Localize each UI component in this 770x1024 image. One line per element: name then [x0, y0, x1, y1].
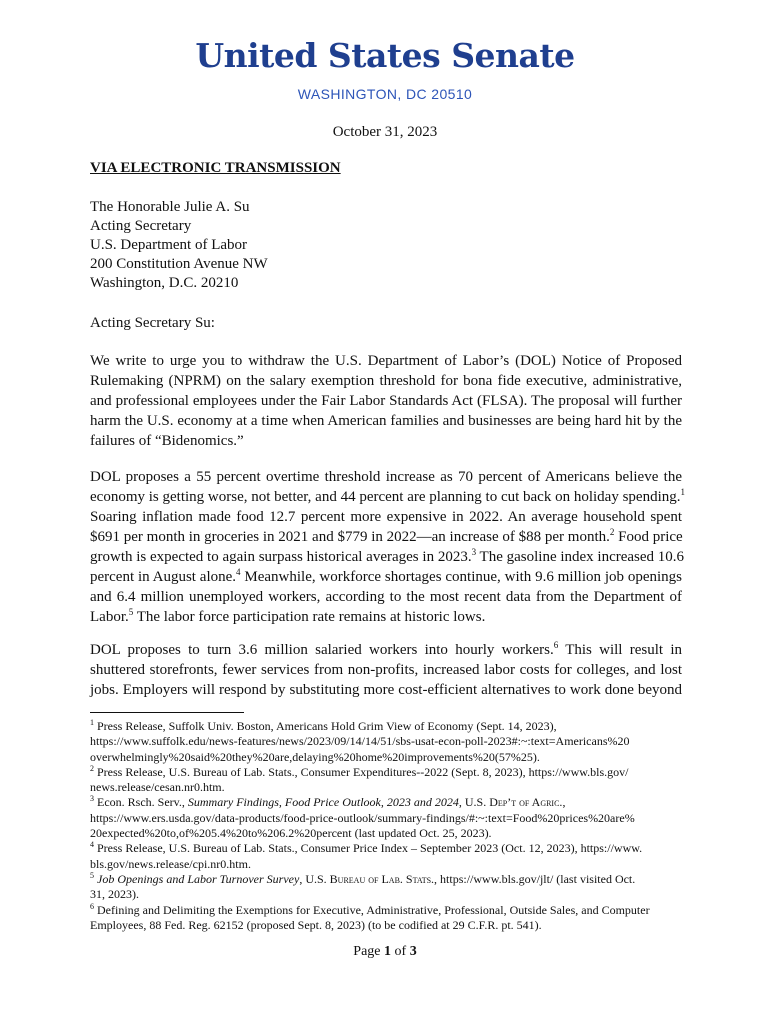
page-number: [0, 944, 770, 960]
letterhead-title: United States Senate: [195, 36, 575, 75]
paragraph-line: DOL proposes a 55 percent overtime threshold increase as 70 percent of Americans believe the: [90, 469, 682, 485]
paragraph-line: harm the U.S. economy at a time when American families and businesses are being hard hit by the: [90, 413, 682, 429]
footnote-text: Press Release, Suffolk Univ. Boston, Americans Hold Grim View of Economy (Sept. 14, 2023),: [94, 719, 557, 733]
footnote-text: Press Release, U.S. Bureau of Lab. Stats., Consumer Price Index – September 2023 (Oct. 12, 2023), https://www.: [94, 841, 643, 856]
footnote-link[interactable]: https://www.ers.usda.gov/data-products/food-price-outlook/summary-findings/#:~:text=Food%20prices%20are%: [90, 810, 635, 825]
footnote-ref-6[interactable]: 6: [553, 640, 559, 650]
line-text: The labor force participation rate remains at historic lows.: [133, 609, 486, 625]
footnote-6: [90, 903, 682, 918]
footnote-divider: [90, 712, 244, 713]
footnote-number: 6: [90, 901, 94, 911]
paragraph-line: and professional employees under the Fair Labor Standards Act (FLSA). The proposal will further: [90, 393, 682, 409]
line-text: percent in August alone.: [90, 569, 237, 585]
footnote-text: , U.S.: [458, 795, 490, 810]
footnote-link[interactable]: 20expected%20to,of%205.4%20to%206.2%20percent (last updated Oct. 25, 2023).: [90, 826, 492, 841]
footnotes: [90, 719, 682, 933]
addressee-block: [90, 198, 268, 293]
footnote-ref-5[interactable]: 5: [128, 607, 134, 617]
footnote-text: Defining and Delimiting the Exemptions for Executive, Administrative, Professional, Outside Sales, and Computer: [94, 902, 650, 917]
footnote-text: Press Release, U.S. Bureau of Lab. Stats., Consumer Expenditures--2022 (Sept. 8, 2023), https://www.bls.gov/: [94, 764, 629, 779]
transmission-method: VIA ELECTRONIC TRANSMISSION: [90, 160, 341, 176]
paragraph-line: [90, 567, 682, 587]
addressee-line: Acting Secretary: [90, 218, 192, 234]
footnote-number: 3: [90, 794, 94, 804]
paragraph-line: Soaring inflation made food 12.7 percent more expensive in 2022. An average household spent: [90, 509, 682, 525]
footnote-3: [90, 795, 682, 810]
footnote-text: , U.S.: [299, 871, 330, 886]
paragraph-line: We write to urge you to withdraw the U.S. Department of Labor’s (DOL) Notice of Proposed: [90, 353, 682, 369]
body-paragraph-2: [90, 467, 685, 627]
footnote-5: [90, 872, 682, 887]
paragraph-line: [90, 547, 685, 567]
footnote-ref-4[interactable]: 4: [236, 567, 241, 577]
footnote-1: [90, 719, 682, 734]
footnote-text: , https://www.bls.gov/jlt/ (last visited Oct.: [434, 871, 636, 886]
paragraph-line: [90, 527, 682, 547]
footnote-link[interactable]: overwhelmingly%20said%20they%20are,delaying%20home%20improvements%20(57%25).: [90, 749, 540, 764]
paragraph-line: failures of “Bidenomics.”: [90, 433, 244, 449]
paragraph-line: [90, 487, 685, 507]
footnote-text: 31, 2023).: [90, 887, 139, 902]
page-current: 1: [384, 944, 392, 959]
footnote-text: Employees, 88 Fed. Reg. 62152 (proposed Sept. 8, 2023) (to be codified at 29 C.F.R. pt. 541).: [90, 917, 542, 932]
paragraph-line: [90, 607, 682, 627]
paragraph-line: shuttered storefronts, fewer services from non-profits, increased labor costs for colleges, and lost: [90, 662, 682, 678]
footnote-ref-2[interactable]: 2: [609, 527, 615, 537]
footnote-4: [90, 841, 682, 856]
page-prefix: Page: [353, 944, 385, 959]
letter-date: October 31, 2023: [332, 124, 438, 140]
footnote-link[interactable]: news.release/cesan.nr0.htm.: [90, 780, 225, 795]
footnote-number: 4: [90, 840, 94, 850]
footnote-text: ,: [562, 795, 566, 810]
footnote-link[interactable]: bls.gov/news.release/cpi.nr0.htm.: [90, 856, 251, 871]
footnote-2: [90, 765, 682, 780]
footnote-title: Job Openings and Labor Turnover Survey: [97, 871, 300, 886]
paragraph-line: and 6.4 million unemployed workers, according to the most recent data from the Department of: [90, 589, 682, 605]
addressee-line: Washington, D.C. 20210: [90, 275, 239, 291]
footnote-number: 2: [90, 763, 94, 773]
footnote-number: 1: [90, 718, 94, 727]
footnote-agency: Bureau of Lab. Stats.: [329, 871, 435, 886]
page-total: 3: [409, 944, 417, 959]
footnote-ref-3[interactable]: 3: [471, 547, 477, 557]
line-text: This will result in: [558, 642, 682, 658]
footnote-title: Summary Findings, Food Price Outlook, 2023 and 2024: [187, 795, 459, 810]
line-text: Food price: [614, 529, 683, 545]
footnote-number: 5: [90, 870, 94, 880]
line-text: DOL proposes to turn 3.6 million salaried workers into hourly workers.: [90, 642, 554, 658]
body-paragraph-1: [90, 351, 682, 451]
footnote-ref-1[interactable]: 1: [680, 487, 685, 497]
addressee-line: U.S. Department of Labor: [90, 237, 248, 253]
footnote-link[interactable]: https://www.suffolk.edu/news-features/news/2023/09/14/14/51/sbs-usat-econ-poll-2023#:~:text=Americans%20: [90, 734, 630, 749]
line-text: economy is getting worse, not better, and 44 percent are planning to cut back on holiday spending.: [90, 489, 681, 505]
addressee-line: 200 Constitution Avenue NW: [90, 256, 268, 272]
letterhead-city: WASHINGTON, DC 20510: [297, 86, 473, 102]
paragraph-line: [90, 640, 682, 660]
line-text: growth is expected to again surpass historical averages in 2023.: [90, 549, 472, 565]
page-middle: of: [391, 944, 410, 959]
paragraph-line: jobs. Employers will respond by substituting more cost-efficient alternatives to work done beyond: [90, 682, 682, 698]
footnote-agency: Dep’t of Agric.: [489, 795, 563, 810]
footnote-text: Econ. Rsch. Serv.,: [94, 795, 188, 810]
paragraph-line: Rulemaking (NPRM) on the salary exemption threshold for bona fide executive, administrative,: [90, 373, 682, 389]
line-text: Meanwhile, workforce shortages continue, with 9.6 million job openings: [240, 569, 683, 585]
addressee-line: The Honorable Julie A. Su: [90, 199, 250, 215]
line-text: The gasoline index increased 10.6: [476, 549, 685, 565]
salutation: Acting Secretary Su:: [90, 315, 215, 331]
line-text: Labor.: [90, 609, 129, 625]
body-paragraph-3: [90, 640, 682, 700]
line-text: $691 per month in groceries in 2021 and $779 in 2022—an increase of $88 per month.: [90, 529, 610, 545]
